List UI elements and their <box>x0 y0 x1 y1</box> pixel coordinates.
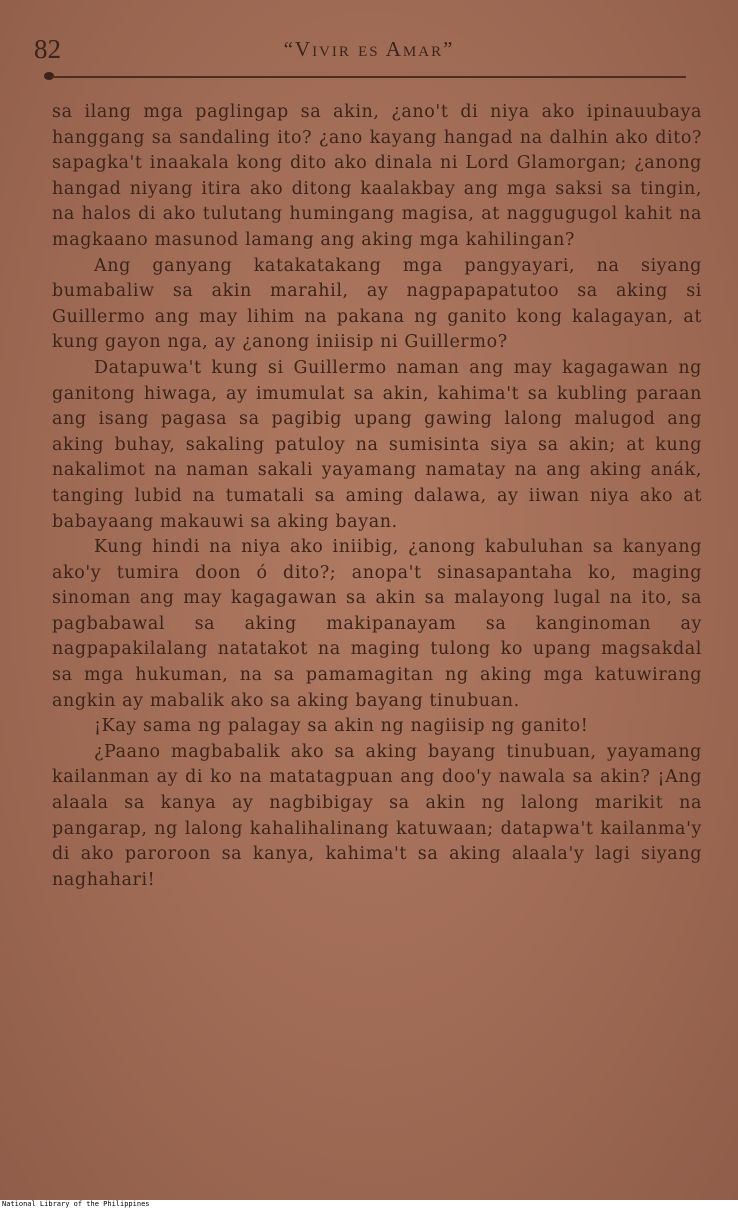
page-number: 82 <box>34 34 61 64</box>
header-rule <box>52 76 686 78</box>
library-credit: National Library of the Philippines <box>2 1200 150 1208</box>
running-title: “Vivir es Amar” <box>283 37 455 61</box>
body-text <box>52 100 702 893</box>
paragraph-continued: sa ilang mga paglingap sa akin, ¿ano't di niya ako ipinauubaya hanggang sa sandaling ito? ¿ano kayang hangad na dalhin ako dito? sapagka't inaakala kong dito ako dinala ni Lord Glamorgan; ¿anong hangad niyang itira ako ditong kaalakbay ang mga saksi sa tingin, na halos di ako tulutang humingang magisa, at naggugugol kahit na magkaano masunod lamang ang aking mga kahilingan? <box>52 102 702 250</box>
paragraph: ¿Paano magbabalik ako sa aking bayang tinubuan, yayamang kailanman ay di ko na matatagpuan ang doo'y nawala sa akin? ¡Ang alaala sa kanya ay nagbibigay sa akin ng lalong marikit na pangarap, ng lalong kahalihalinang katuwaan; datapwa't kailanma'y di ako paroroon sa kanya, kahima't sa aking alaala'y lagi siyang naghahari! <box>52 741 702 890</box>
paragraph: Datapuwa't kung si Guillermo naman ang may kagagawan ng ganitong hiwaga, ay imumulat sa akin, kahima't sa kubling paraan ang isang pagasa sa pagibig upang gawing lalong malugod ang aking buhay, sakaling patuloy na sumisinta siya sa akin; at kung nakalimot na naman sakali yayamang namatay na ang aking anák, tanging lubid na tumatali sa aming dalawa, ay iiwan niya ako at babayaang makauwi sa aking bayan. <box>52 357 702 532</box>
paragraph: Ang ganyang katakatakang mga pangyayari, na siyang bumabaliw sa akin marahil, ay nagpapapatutoo sa aking si Guillermo ang may lihim na pakana ng ganito kong kalagayan, at kung gayon nga, ay ¿anong iniisip ni Guillermo? <box>52 255 702 353</box>
paragraph: Kung hindi na niya ako iniibig, ¿anong kabuluhan sa kanyang ako'y tumira doon ó dito?; anopa't sinasapantaha ko, maging sinoman ang may kagagawan sa akin sa malayong lugal na ito, sa pagbabawal sa aking makipanayam sa kanginoman ay nagpapakilalang natatakot na maging tulong ko upang magsakdal sa mga hukuman, na sa pamamagitan ng aking mga katuwirang angkin ay mabalik ako sa aking bayang tinubuan. <box>52 537 702 711</box>
paragraph: ¡Kay sama ng palagay sa akin ng nagiisip ng ganito! <box>94 716 589 737</box>
